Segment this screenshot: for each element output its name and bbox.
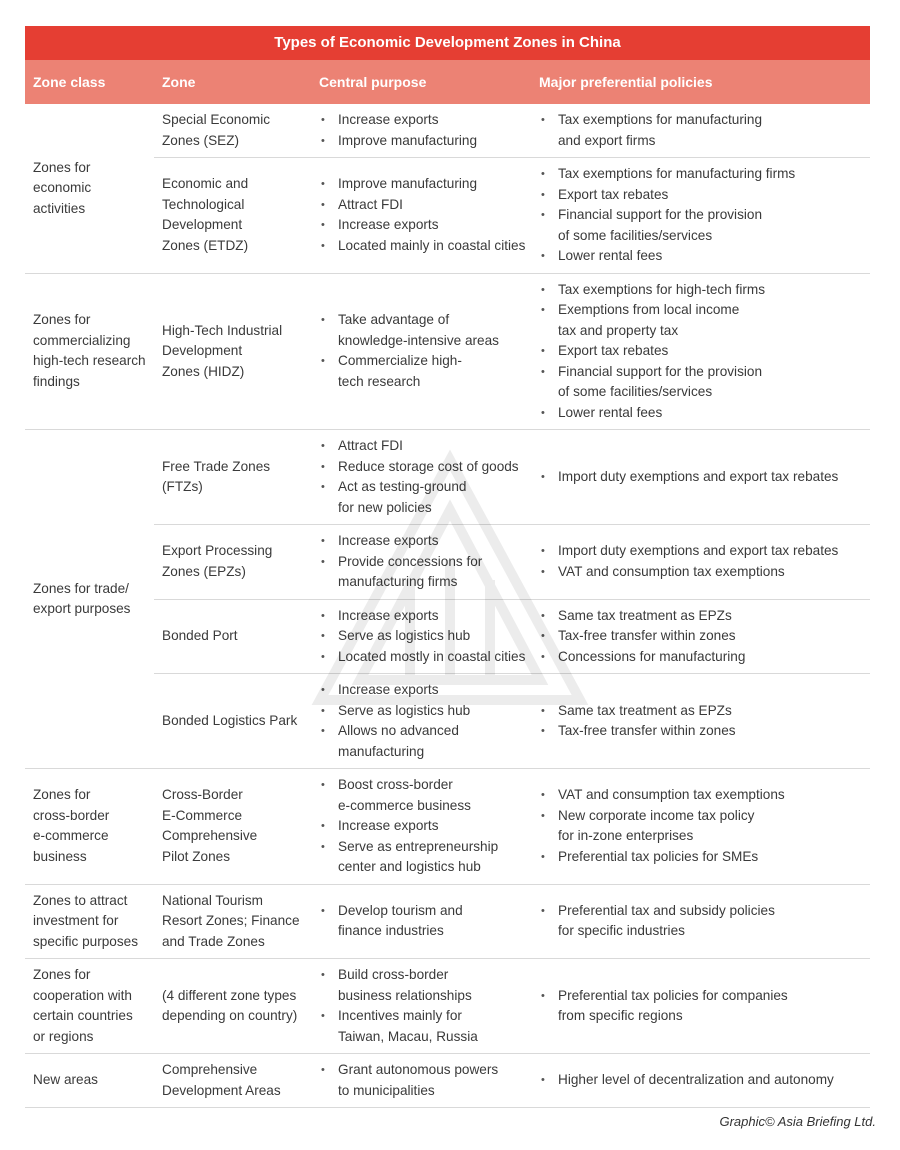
purpose-list <box>319 531 527 593</box>
zone-cell: Bonded Port <box>154 599 311 674</box>
list-item: • Allows no advanced manufacturing <box>319 721 527 762</box>
list-item: • Commercialize high- tech research <box>319 351 527 392</box>
list-item: • New corporate income tax policy for in-zone enterprises <box>539 806 866 847</box>
list-item: • Import duty exemptions and export tax rebates <box>539 541 866 562</box>
list-item: • Tax exemptions for manufacturing and export firms <box>539 110 866 151</box>
list-item: • Export tax rebates <box>539 185 866 206</box>
zone-cell: National Tourism Resort Zones; Finance and Trade Zones <box>154 884 311 959</box>
central-purpose-cell <box>311 599 531 674</box>
list-item: • Tax exemptions for high-tech firms <box>539 280 866 301</box>
policy-list <box>539 901 866 942</box>
central-purpose-cell <box>311 104 531 158</box>
list-item: • Same tax treatment as EPZs <box>539 606 866 627</box>
list-item: • Develop tourism and finance industries <box>319 901 527 942</box>
header-zone-class: Zone class <box>25 60 154 104</box>
list-item: • Import duty exemptions and export tax rebates <box>539 467 866 488</box>
table-row <box>25 884 870 959</box>
list-item: • Reduce storage cost of goods <box>319 457 527 478</box>
zones-table-container <box>25 26 870 1108</box>
list-item: • Export tax rebates <box>539 341 866 362</box>
list-item: • Tax-free transfer within zones <box>539 626 866 647</box>
purpose-list <box>319 680 527 762</box>
list-item: • Improve manufacturing <box>319 174 527 195</box>
policy-list <box>539 541 866 582</box>
purpose-list <box>319 901 527 942</box>
policy-list <box>539 110 866 151</box>
policy-list <box>539 606 866 668</box>
central-purpose-cell <box>311 674 531 769</box>
central-purpose-cell <box>311 884 531 959</box>
list-item: • Increase exports <box>319 110 527 131</box>
zone-cell: Cross-Border E-Commerce Comprehensive Pilot Zones <box>154 769 311 885</box>
list-item: • Preferential tax policies for companies from specific regions <box>539 986 866 1027</box>
zone-cell: (4 different zone types depending on country) <box>154 959 311 1054</box>
list-item: • Attract FDI <box>319 436 527 457</box>
purpose-list <box>319 606 527 668</box>
header-central-purpose: Central purpose <box>311 60 531 104</box>
purpose-list <box>319 174 527 256</box>
central-purpose-cell <box>311 1054 531 1108</box>
policy-list <box>539 1070 866 1091</box>
zone-cell: Export Processing Zones (EPZs) <box>154 525 311 600</box>
list-item: • Increase exports <box>319 606 527 627</box>
header-major-policies: Major preferential policies <box>531 60 870 104</box>
table-row <box>25 959 870 1054</box>
list-item: • Grant autonomous powers to municipalities <box>319 1060 527 1101</box>
list-item: • Serve as entrepreneurship center and logistics hub <box>319 837 527 878</box>
list-item: • Tax-free transfer within zones <box>539 721 866 742</box>
policies-cell <box>531 525 870 600</box>
list-item: • VAT and consumption tax exemptions <box>539 562 866 583</box>
central-purpose-cell <box>311 769 531 885</box>
list-item: • Lower rental fees <box>539 403 866 424</box>
policies-cell <box>531 674 870 769</box>
list-item: • Incentives mainly for Taiwan, Macau, Russia <box>319 1006 527 1047</box>
purpose-list <box>319 775 527 878</box>
list-item: • Exemptions from local income tax and property tax <box>539 300 866 341</box>
list-item: • Build cross-border business relationships <box>319 965 527 1006</box>
list-item: • Located mainly in coastal cities <box>319 236 527 257</box>
policy-list <box>539 467 866 488</box>
list-item: • Financial support for the provision of some facilities/services <box>539 362 866 403</box>
credit-line: Graphic© Asia Briefing Ltd. <box>719 1114 876 1129</box>
zone-cell: Comprehensive Development Areas <box>154 1054 311 1108</box>
purpose-list <box>319 310 527 392</box>
list-item: • Preferential tax policies for SMEs <box>539 847 866 868</box>
zones-table <box>25 60 870 1108</box>
list-item: • Increase exports <box>319 531 527 552</box>
list-item: • Take advantage of knowledge-intensive areas <box>319 310 527 351</box>
purpose-list <box>319 436 527 518</box>
policies-cell <box>531 158 870 274</box>
policy-list <box>539 785 866 867</box>
policies-cell <box>531 599 870 674</box>
list-item: • Lower rental fees <box>539 246 866 267</box>
policies-cell <box>531 884 870 959</box>
policies-cell <box>531 1054 870 1108</box>
policies-cell <box>531 104 870 158</box>
purpose-list <box>319 110 527 151</box>
list-item: • Higher level of decentralization and autonomy <box>539 1070 866 1091</box>
list-item: • Tax exemptions for manufacturing firms <box>539 164 866 185</box>
central-purpose-cell <box>311 430 531 525</box>
list-item: • Preferential tax and subsidy policies for specific industries <box>539 901 866 942</box>
zone-cell: Free Trade Zones (FTZs) <box>154 430 311 525</box>
table-row <box>25 273 870 430</box>
list-item: • Financial support for the provision of some facilities/services <box>539 205 866 246</box>
list-item: • Increase exports <box>319 215 527 236</box>
zone-cell: Economic and Technological Development Zones (ETDZ) <box>154 158 311 274</box>
policy-list <box>539 986 866 1027</box>
table-row <box>25 769 870 885</box>
list-item: • Increase exports <box>319 816 527 837</box>
list-item: • Serve as logistics hub <box>319 701 527 722</box>
central-purpose-cell <box>311 525 531 600</box>
zone-class-cell: Zones for economic activities <box>25 104 154 273</box>
policies-cell <box>531 959 870 1054</box>
central-purpose-cell <box>311 959 531 1054</box>
header-row <box>25 60 870 104</box>
central-purpose-cell <box>311 273 531 430</box>
purpose-list <box>319 1060 527 1101</box>
list-item: • VAT and consumption tax exemptions <box>539 785 866 806</box>
list-item: • Boost cross-border e-commerce business <box>319 775 527 816</box>
policy-list <box>539 164 866 267</box>
zone-class-cell: Zones for cooperation with certain countries or regions <box>25 959 154 1054</box>
zone-class-cell: Zones for commercializing high-tech research findings <box>25 273 154 430</box>
table-row <box>25 104 870 158</box>
list-item: • Provide concessions for manufacturing firms <box>319 552 527 593</box>
list-item: • Act as testing-ground for new policies <box>319 477 527 518</box>
zone-class-cell: Zones to attract investment for specific purposes <box>25 884 154 959</box>
zone-class-cell: Zones for trade/ export purposes <box>25 430 154 769</box>
table-row <box>25 1054 870 1108</box>
policies-cell <box>531 273 870 430</box>
central-purpose-cell <box>311 158 531 274</box>
table-body <box>25 104 870 1108</box>
zone-cell: High-Tech Industrial Development Zones (HIDZ) <box>154 273 311 430</box>
zone-class-cell: Zones for cross-border e-commerce business <box>25 769 154 885</box>
policies-cell <box>531 430 870 525</box>
list-item: • Increase exports <box>319 680 527 701</box>
list-item: • Improve manufacturing <box>319 131 527 152</box>
zone-cell: Special Economic Zones (SEZ) <box>154 104 311 158</box>
header-zone: Zone <box>154 60 311 104</box>
table-title: Types of Economic Development Zones in China <box>25 26 870 60</box>
zone-cell: Bonded Logistics Park <box>154 674 311 769</box>
table-row <box>25 430 870 525</box>
policies-cell <box>531 769 870 885</box>
list-item: • Concessions for manufacturing <box>539 647 866 668</box>
purpose-list <box>319 965 527 1047</box>
policy-list <box>539 701 866 742</box>
list-item: • Same tax treatment as EPZs <box>539 701 866 722</box>
zone-class-cell: New areas <box>25 1054 154 1108</box>
policy-list <box>539 280 866 424</box>
list-item: • Serve as logistics hub <box>319 626 527 647</box>
list-item: • Located mostly in coastal cities <box>319 647 527 668</box>
list-item: • Attract FDI <box>319 195 527 216</box>
